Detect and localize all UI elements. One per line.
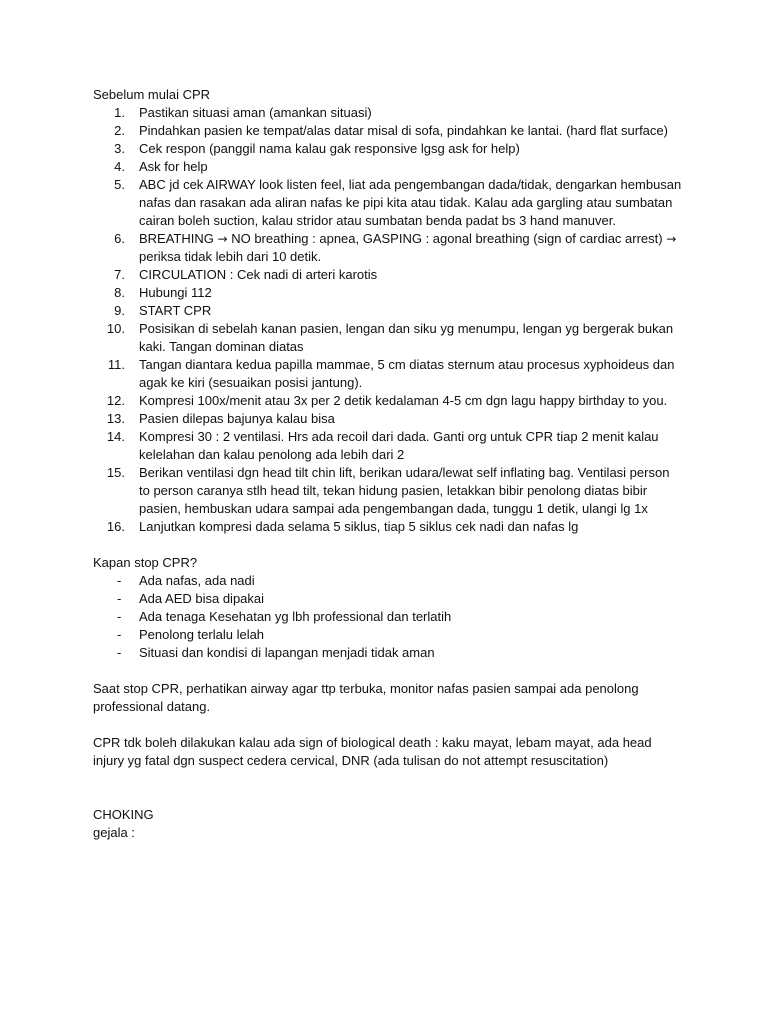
item-text-part: periksa tidak lebih dari 10 detik.: [139, 249, 322, 264]
item-number: 2.: [114, 123, 125, 138]
item-text: Hubungi 112: [139, 285, 212, 300]
list-item: [93, 626, 683, 644]
item-text: Penolong terlalu lelah: [139, 627, 265, 642]
item-number: 7.: [114, 267, 125, 282]
spacer: [93, 770, 683, 806]
item-number: 4.: [114, 159, 125, 174]
dash-bullet: -: [117, 573, 122, 588]
choking-symptoms-label: gejala :: [93, 825, 135, 840]
item-text: START CPR: [139, 303, 212, 318]
section-heading-choking: CHOKING: [93, 807, 154, 822]
dash-bullet: -: [117, 627, 122, 642]
item-text: Ada nafas, ada nadi: [139, 573, 255, 588]
list-item: [93, 158, 683, 176]
stop-cpr-list: [93, 572, 683, 662]
list-item: [93, 572, 683, 590]
item-text: Pastikan situasi aman (amankan situasi): [139, 105, 372, 120]
item-number: 16.: [106, 519, 125, 534]
item-text: Ask for help: [139, 159, 208, 174]
item-number: 15.: [106, 465, 125, 480]
item-text: Kompresi 100x/menit atau 3x per 2 detik kedalaman 4-5 cm dgn lagu happy birthday to you.: [139, 393, 668, 408]
list-item: [93, 464, 683, 518]
item-text: Posisikan di sebelah kanan pasien, lengan dan siku yg menumpu, lengan yg bergerak bukan kaki. Tangan dominan diatas: [139, 321, 674, 354]
list-item: [93, 176, 683, 230]
item-number: 3.: [114, 141, 125, 156]
list-item: [93, 608, 683, 626]
dash-bullet: -: [117, 645, 122, 660]
item-text: Situasi dan kondisi di lapangan menjadi tidak aman: [139, 645, 435, 660]
cpr-steps-list: [93, 104, 683, 536]
list-item: [93, 284, 683, 302]
item-text: Berikan ventilasi dgn head tilt chin lift, berikan udara/lewat self inflating bag. Ventilasi person to person caranya stlh head tilt, tekan hidung pasien, letakkan bibir penolong diatas bibir pasien, hembuskan udara sampai ada pengembangan dada, tunggu 1 detik, ulangi lg 1x: [139, 465, 670, 516]
item-number: 14.: [106, 429, 125, 444]
list-item: [93, 104, 683, 122]
item-text: Pasien dilepas bajunya kalau bisa: [139, 411, 335, 426]
arrow-right-icon: →: [217, 232, 228, 246]
list-item: [93, 518, 683, 536]
list-item: [93, 644, 683, 662]
item-text: Tangan diantara kedua papilla mammae, 5 cm diatas sternum atau procesus xyphoideus dan agak ke kiri (sesuaikan posisi jantung).: [139, 357, 675, 390]
dash-bullet: -: [117, 591, 122, 606]
spacer: [93, 536, 683, 554]
list-item: [93, 140, 683, 158]
dash-bullet: -: [117, 609, 122, 624]
list-item: [93, 320, 683, 356]
item-number: 1.: [114, 105, 125, 120]
item-text: Kompresi 30 : 2 ventilasi. Hrs ada recoil dari dada. Ganti org untuk CPR tiap 2 menit kalau kelelahan dan kalau penolong ada lebih dari 2: [139, 429, 659, 462]
item-text: Lanjutkan kompresi dada selama 5 siklus, tiap 5 siklus cek nadi dan nafas lg: [139, 519, 579, 534]
item-number: 11.: [107, 357, 125, 372]
section-heading-stop-cpr: Kapan stop CPR?: [93, 555, 198, 570]
item-text: Ada AED bisa dipakai: [139, 591, 265, 606]
list-item: [93, 266, 683, 284]
item-text: Ada tenaga Kesehatan yg lbh professional dan terlatih: [139, 609, 452, 624]
list-item: [93, 356, 683, 392]
list-item: [93, 302, 683, 320]
list-item: [93, 410, 683, 428]
paragraph-after-stop: Saat stop CPR, perhatikan airway agar ttp terbuka, monitor nafas pasien sampai ada penolong professional datang.: [93, 681, 639, 714]
item-text-part: NO breathing : apnea, GASPING : agonal breathing (sign of cardiac arrest): [231, 231, 663, 246]
spacer: [93, 662, 683, 680]
paragraph-biological-death: CPR tdk boleh dilakukan kalau ada sign of biological death : kaku mayat, lebam mayat, ada head injury yg fatal dgn suspect cedera cervical, DNR (ada tulisan do not attempt resuscitation): [93, 735, 652, 768]
document-content: [93, 86, 683, 842]
item-number: 8.: [114, 285, 125, 300]
item-text-part: BREATHING: [139, 231, 214, 246]
list-item: [93, 428, 683, 464]
item-number: 5.: [114, 177, 125, 192]
list-item: [93, 392, 683, 410]
item-number: 6.: [114, 231, 125, 246]
item-text: ABC jd cek AIRWAY look listen feel, liat ada pengembangan dada/tidak, dengarkan hembusan nafas dan rasakan ada aliran nafas ke pipi kita atau tidak. Kalau ada gargling atau sumbatan cairan boleh suction, kalau stridor atau sumbatan benda padat bs 3 hand manuver.: [139, 177, 682, 228]
item-text: CIRCULATION : Cek nadi di arteri karotis: [139, 267, 378, 282]
item-number: 10.: [106, 321, 125, 336]
item-text: Pindahkan pasien ke tempat/alas datar misal di sofa, pindahkan ke lantai. (hard flat surface): [139, 123, 668, 138]
list-item: [93, 230, 683, 266]
spacer: [93, 716, 683, 734]
item-text: Cek respon (panggil nama kalau gak responsive lgsg ask for help): [139, 141, 520, 156]
item-number: 13.: [106, 411, 125, 426]
list-item: [93, 590, 683, 608]
arrow-right-icon: →: [666, 232, 677, 246]
list-item: [93, 122, 683, 140]
item-number: 9.: [114, 303, 125, 318]
section-heading-before-cpr: Sebelum mulai CPR: [93, 87, 211, 102]
item-number: 12.: [106, 393, 125, 408]
